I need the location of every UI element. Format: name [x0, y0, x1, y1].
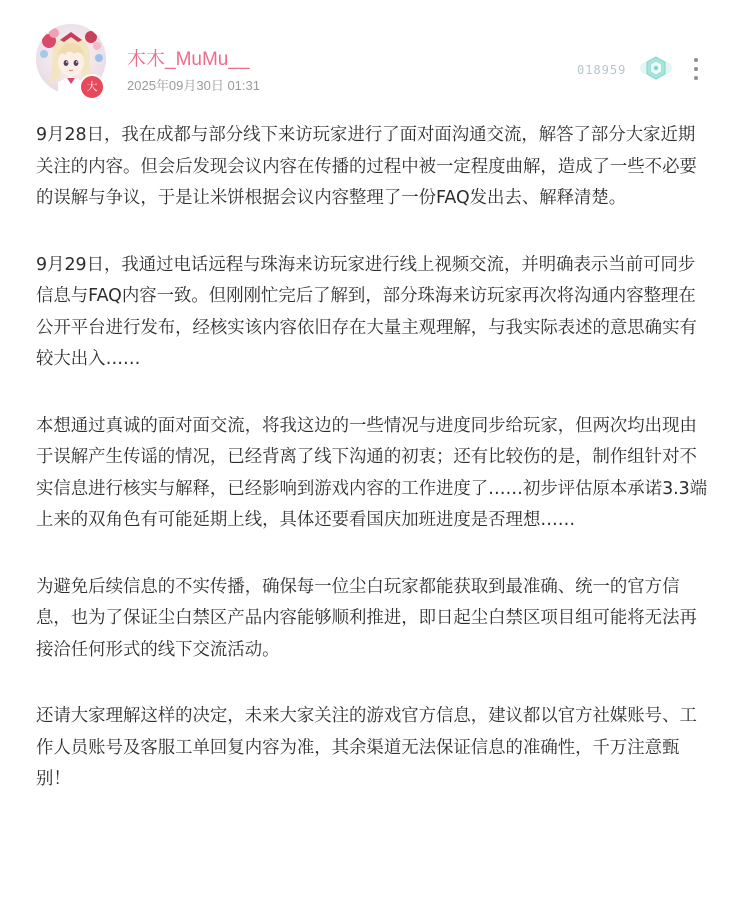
post-paragraph: 还请大家理解这样的决定，未来大家关注的游戏官方信息，建议都以官方社媒账号、工作人员账号及客服工单回复内容为准，其余渠道无法保证信息的准确性，千万注意甄别！: [36, 706, 697, 789]
post-paragraph: 为避免后续信息的不实传播，确保每一位尘白玩家都能获取到最准确、统一的官方信息，也为了保证尘白禁区产品内容能够顺利推进，即日起尘白禁区项目组可能将无法再接洽任何形式的线下交流活动。: [36, 576, 697, 660]
user-id-label: 018959: [577, 63, 627, 77]
more-dots-icon: [694, 58, 698, 62]
author-username[interactable]: 木木_MuMu__: [127, 49, 250, 70]
avatar-badge: 大: [79, 74, 105, 100]
post-header: [0, 0, 737, 118]
post-body: [36, 120, 708, 796]
post-paragraph: 9月28日，我在成都与部分线下来访玩家进行了面对面沟通交流，解答了部分大家近期关注的内容。但会后发现会议内容在传播的过程中被一定程度曲解，造成了一些不必要的误解与争议，于是让米饼根据会议内容整理了一份FAQ发出去、解释清楚。: [36, 125, 697, 208]
more-dot: [694, 67, 698, 71]
more-options-button[interactable]: [686, 58, 706, 80]
post-paragraph: 9月29日，我通过电话远程与珠海来访玩家进行线上视频交流，并明确表示当前可同步信息与FAQ内容一致。但刚刚忙完后了解到，部分珠海来访玩家再次将沟通内容整理在公开平台进行发布，经核实该内容依旧存在大量主观理解，与我实际表述的意思确实有较大出入……: [36, 254, 697, 369]
author-avatar[interactable]: [36, 24, 106, 94]
post-paragraph: 本想通过真诚的面对面交流，将我这边的一些情况与进度同步给玩家，但两次均出现由于误解产生传谣的情况，已经背离了线下沟通的初衷；还有比较伤的是，制作组针对不实信息进行核实与解释，已经影响到游戏内容的工作进度了……初步评估原本承诺3.3端上来的双角色有可能延期上线，具体还要看国庆加班进度是否理想……: [36, 415, 708, 530]
more-dot: [694, 76, 698, 80]
post-timestamp: 2025年09月30日 01:31: [127, 78, 260, 93]
hexagon-level-badge-icon: [640, 56, 672, 80]
